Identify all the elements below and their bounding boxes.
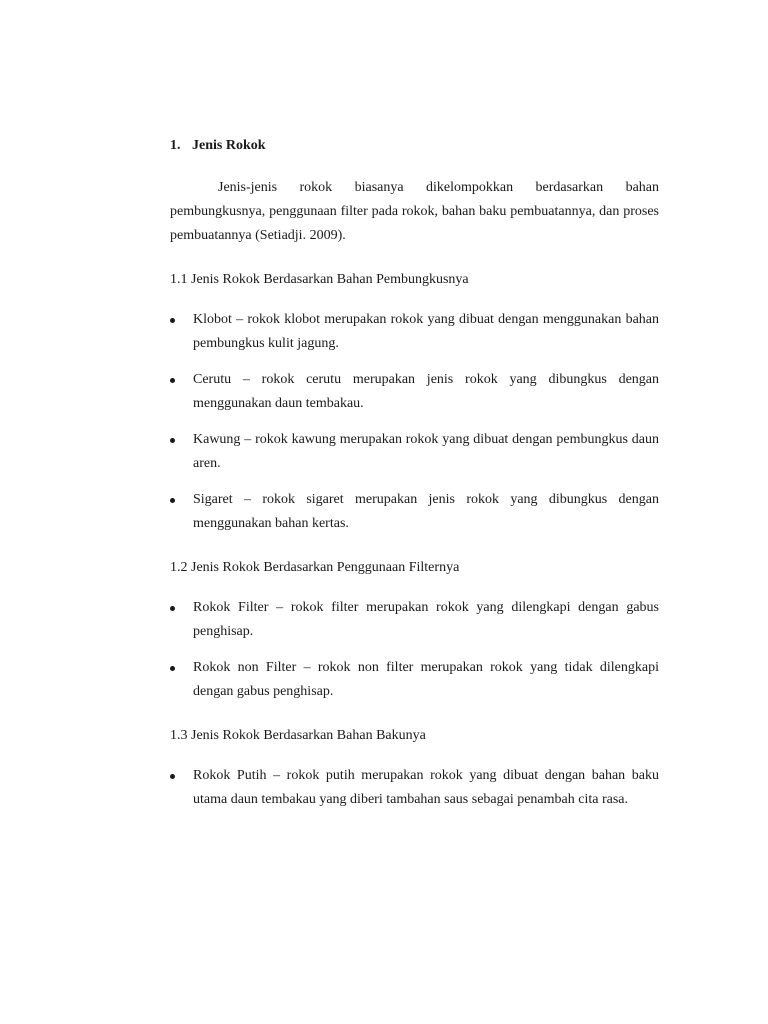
list-item: [170, 764, 659, 812]
subsection-title-1-3: 1.3 Jenis Rokok Berdasarkan Bahan Bakunya: [170, 728, 426, 743]
bullet-icon: [170, 498, 175, 503]
bullet-icon: [170, 438, 175, 443]
list-item-text: Sigaret – rokok sigaret merupakan jenis rokok yang dibungkus dengan menggunakan bahan kertas.: [193, 492, 659, 531]
list-item-text: Cerutu – rokok cerutu merupakan jenis rokok yang dibungkus dengan menggunakan daun tembakau.: [193, 372, 659, 411]
list-item: [170, 488, 659, 536]
bullet-icon: [170, 666, 175, 671]
list-item-text: Rokok Filter – rokok filter merupakan rokok yang dilengkapi dengan gabus penghisap.: [193, 600, 659, 639]
bullet-icon: [170, 606, 175, 611]
subsection-title-1-2: 1.2 Jenis Rokok Berdasarkan Penggunaan Filternya: [170, 560, 460, 575]
bullet-icon: [170, 774, 175, 779]
list-item: [170, 656, 659, 704]
list-item: [170, 308, 659, 356]
bullet-icon: [170, 378, 175, 383]
list-item-text: Rokok Putih – rokok putih merupakan rokok yang dibuat dengan bahan baku utama daun tembakau yang diberi tambahan saus sebagai penambah cita rasa.: [193, 768, 659, 807]
section-title: Jenis Rokok: [192, 138, 266, 153]
list-item-text: Klobot – rokok klobot merupakan rokok yang dibuat dengan menggunakan bahan pembungkus kulit jagung.: [193, 312, 659, 351]
section-heading: [170, 136, 659, 156]
subsection-list-1-1: [170, 308, 659, 536]
subsection-list-1-3: [170, 764, 659, 812]
intro-paragraph: Jenis-jenis rokok biasanya dikelompokkan berdasarkan bahan pembungkusnya, penggunaan filter pada rokok, bahan baku pembuatannya, dan proses pembuatannya (Setiadji. 2009).: [170, 180, 659, 243]
list-item: [170, 428, 659, 476]
subsection-title-1-1: 1.1 Jenis Rokok Berdasarkan Bahan Pembungkusnya: [170, 272, 469, 287]
list-item: [170, 596, 659, 644]
subsection-list-1-2: [170, 596, 659, 704]
bullet-icon: [170, 318, 175, 323]
document-content: [170, 136, 659, 812]
section-number: 1.: [170, 138, 181, 153]
list-item-text: Kawung – rokok kawung merupakan rokok yang dibuat dengan pembungkus daun aren.: [193, 432, 659, 471]
list-item-text: Rokok non Filter – rokok non filter merupakan rokok yang tidak dilengkapi dengan gabus penghisap.: [193, 660, 659, 699]
list-item: [170, 368, 659, 416]
